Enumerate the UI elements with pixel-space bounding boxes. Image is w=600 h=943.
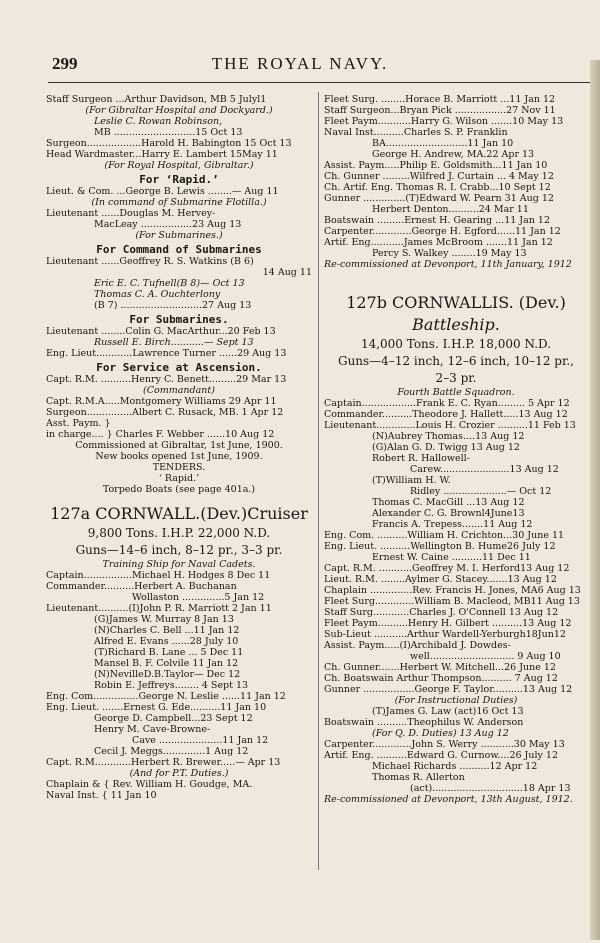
text-line: Fleet Paym..........Henry H. Gilbert ..........13 Aug 12	[324, 618, 572, 629]
text-line: Leslie C. Rowan Robinson,	[94, 116, 223, 127]
text-line: 14 Aug 11	[262, 267, 312, 278]
text-line: Ridley .....................— Oct 12	[410, 486, 552, 497]
text-line: (G)James W. Murray 8 Jan 13	[94, 614, 234, 625]
text-line: Russell E. Birch...........— Sept 13	[94, 337, 254, 348]
text-line: Thomas C. MacGill ...13 Aug 12	[372, 497, 525, 508]
text-line: Lieutenant ........Colin G. MacArthur...20 Feb 13	[46, 326, 276, 337]
text-line: ‘ Rapid.’	[158, 473, 200, 484]
text-line: Surgeon...............Albert C. Rusack, MB. 1 Apr 12	[46, 407, 284, 418]
text-line: (For Submarines.)	[135, 230, 223, 241]
text-line: Capt. R.M............Herbert R. Brewer.....— Apr 13	[46, 757, 281, 768]
header-rule	[48, 82, 592, 83]
text-line: Thomas R. Allerton	[372, 772, 465, 783]
section-heading: For Command of Submarines	[96, 244, 262, 255]
spacer	[46, 495, 312, 503]
text-line: 127b CORNWALLIS. (Dev.)	[346, 293, 566, 312]
text-line: 9,800 Tons. I.H.P. 22,000 N.D.	[87, 526, 271, 540]
text-line: (For Instructional Duties)	[394, 695, 518, 706]
page-title: THE ROYAL NAVY.	[211, 54, 389, 73]
text-line: Wollaston ..............5 Jan 12	[132, 592, 265, 603]
text-line: Eric E. C. Tufnell(B 8)— Oct 13	[94, 278, 245, 289]
text-line: Staff Surgeon...Bryan Pick .................27 Nov 11	[324, 105, 556, 116]
text-line: 14,000 Tons. I.H.P. 18,000 N.D.	[360, 337, 552, 351]
text-line: Eng. Lieut. .......Ernest G. Ede..........11 Jan 10	[46, 702, 267, 713]
text-line: Carpenter.............George H. Egford......11 Jan 12	[324, 226, 561, 237]
text-line: Robert R. Hallowell-	[372, 453, 470, 464]
text-line: Fourth Battle Squadron.	[397, 387, 515, 398]
section-heading: For Submarines.	[129, 314, 229, 325]
text-line: Surgeon..................Harold H. Babington 15 Oct 13	[46, 138, 292, 149]
text-line: Eng. Com...............George N. Leslie ......11 Jan 12	[46, 691, 286, 702]
text-line: Chaplain ..............Rev. Francis H. Jones, MA6 Aug 13	[324, 585, 581, 596]
text-line: (For Royal Hospital, Gibraltar.)	[104, 160, 254, 171]
text-line: Staff Surg............Charles J. O'Connell 13 Aug 12	[324, 607, 559, 618]
text-line: Artif. Eng. ..........Edward G. Curnow....26 July 12	[324, 750, 558, 761]
text-line: Capt. R.M. ..........Henry C. Benett.........29 Mar 13	[46, 374, 287, 385]
text-line: Cave .....................11 Jan 12	[132, 735, 269, 746]
text-line: Ch. Artif. Eng. Thomas R. I. Crabb...10 Sept 12	[324, 182, 551, 193]
text-line: Captain................Michael H. Hodges 8 Dec 11	[46, 570, 271, 581]
text-line: Henry M. Cave-Browne-	[94, 724, 211, 735]
text-line: MacLeay .................23 Aug 13	[94, 219, 242, 230]
text-line: Mansel B. F. Colvile 11 Jan 12	[94, 658, 239, 669]
text-line: (B 7) ...........................27 Aug 13	[94, 300, 252, 311]
text-line: Lieutenant ......Geoffrey R. S. Watkins (B 6)	[46, 256, 254, 267]
text-line: Gunner .................George F. Taylor..........13 Aug 12	[324, 684, 573, 695]
text-line: Thomas C. A. Ouchterlony	[94, 289, 221, 300]
text-line: (Commandant)	[143, 385, 215, 396]
text-line: Lieut. & Com. ...George B. Lewis ........— Aug 11	[46, 186, 279, 197]
text-line: Alfred E. Evans ......28 July 10	[94, 636, 239, 647]
text-line: (act)..............................18 Apr 13	[410, 783, 571, 794]
text-line: Guns—4–12 inch, 12–6 inch, 10–12 pr.,	[337, 354, 574, 368]
text-line: Naval Inst..........Charles S. P. Franklin	[324, 127, 508, 138]
text-line: Capt. R.M. ...........Geoffrey M. I. Herford13 Aug 12	[324, 563, 570, 574]
text-line: Lieutenant.............Louis H. Crozier ..........11 Feb 13	[324, 420, 576, 431]
text-line: Francis A. Trepess.......11 Aug 12	[372, 519, 533, 530]
text-line: Battleship.	[412, 315, 500, 334]
text-line: MB ...........................15 Oct 13	[94, 127, 243, 138]
text-line: Artif. Eng...........James McBroom .......11 Jan 12	[324, 237, 553, 248]
right-column	[324, 94, 588, 805]
text-line: well............................ 9 Aug 10	[410, 651, 561, 662]
text-line: Ernest W. Caine ..........11 Dec 11	[372, 552, 531, 563]
text-line: Lieutenant ......Douglas M. Hervey-	[46, 208, 216, 219]
text-line: George H. Andrew, MA.22 Apr 13	[372, 149, 535, 160]
text-line: Herbert Denton..........24 Mar 11	[372, 204, 529, 215]
text-line: Re-commissioned at Devonport, 13th August, 1912.	[324, 794, 573, 805]
page-header	[0, 54, 600, 78]
book-edge	[590, 60, 600, 940]
text-line: Boatswain ..........Theophilus W. Anderson	[324, 717, 524, 728]
text-line: Commander..........Herbert A. Buchanan	[46, 581, 237, 592]
text-line: George D. Campbell...23 Sept 12	[94, 713, 253, 724]
text-line: (T)Richard B. Lane ... 5 Dec 11	[94, 647, 244, 658]
text-line: BA...........................11 Jan 10	[372, 138, 514, 149]
text-line: 127a CORNWALL.(Dev.)Cruiser	[50, 504, 308, 523]
text-line: 2–3 pr.	[435, 371, 477, 385]
text-line: Chaplain & { Rev. William H. Goudge, MA.	[46, 779, 253, 790]
text-line: Carpenter.............John S. Werry ...........30 May 13	[324, 739, 565, 750]
text-line: Guns—14–6 inch, 8–12 pr., 3–3 pr.	[75, 543, 283, 557]
text-line: Naval Inst. { 11 Jan 10	[46, 790, 157, 801]
left-column	[46, 94, 312, 801]
text-line: (G)Alan G. D. Twigg 13 Aug 12	[372, 442, 520, 453]
text-line: Torpedo Boats (see page 401a.)	[102, 484, 256, 495]
text-line: Training Ship for Naval Cadets.	[102, 559, 256, 570]
text-line: Ch. Gunner.......Herbert W. Mitchell...26 June 12	[324, 662, 556, 673]
text-line: Gunner ..............(T)Edward W. Pearn 31 Aug 12	[324, 193, 554, 204]
text-line: Sub-Lieut ...........Arthur Wardell-Yerburgh18Jun12	[324, 629, 566, 640]
text-line: Percy S. Walkey ........19 May 13	[372, 248, 527, 259]
text-line: (And for P.T. Duties.)	[129, 768, 229, 779]
text-line: Boatswain .........Ernest H. Gearing ...11 Jan 12	[324, 215, 551, 226]
column-divider	[318, 92, 319, 870]
text-line: Captain..................Frank E. C. Ryan......... 5 Apr 12	[324, 398, 570, 409]
text-line: Fleet Surg.............William B. Macleod, MB11 Aug 13	[324, 596, 580, 607]
text-line: Ch. Gunner .........Wilfred J. Curtain ... 4 May 12	[324, 171, 554, 182]
text-line: Eng. Com. ..........William H. Crichton...30 June 11	[324, 530, 565, 541]
spacer	[324, 270, 588, 292]
text-line: (T)James G. Law (act)16 Oct 13	[372, 706, 524, 717]
text-line: Lieutenant..........(I)John P. R. Marriott 2 Jan 11	[46, 603, 272, 614]
text-line: Assist. Paym.....Philip E. Goldsmith...11 Jan 10	[324, 160, 548, 171]
text-line: (N)Aubrey Thomas....13 Aug 12	[372, 431, 525, 442]
text-line: (N)Charles C. Bell ...11 Jan 12	[94, 625, 240, 636]
text-line: Staff Surgeon ...Arthur Davidson, MB 5 Julyl1	[46, 94, 267, 105]
text-line: Asst. Paym. }	[46, 418, 111, 429]
page-number: 299	[52, 54, 78, 73]
text-line: Fleet Surg. ........Horace B. Marriott ...11 Jan 12	[324, 94, 556, 105]
text-line: Re-commissioned at Devonport, 11th January, 1912	[324, 259, 572, 270]
text-line: Cecil J. Meggs..............1 Aug 12	[94, 746, 249, 757]
text-line: Carew.......................13 Aug 12	[410, 464, 559, 475]
text-line: New books opened 1st June, 1909.	[95, 451, 263, 462]
text-line: (N)NevilleD.B.Taylor— Dec 12	[94, 669, 241, 680]
text-line: Robin E. Jeffreys........ 4 Sept 13	[94, 680, 249, 691]
text-line: Alexander C. G. Brownl4June13	[372, 508, 525, 519]
text-line: Eng. Lieut............Lawrence Turner ......29 Aug 13	[46, 348, 287, 359]
text-line: (T)William H. W.	[372, 475, 451, 486]
text-line: in charge.... } Charles F. Webber ......10 Aug 12	[46, 429, 275, 440]
text-line: Lieut. R.M. ........Aylmer G. Stacey.......13 Aug 12	[324, 574, 557, 585]
text-line: Capt. R.M.A.....Montgomery Williams 29 Apr 11	[46, 396, 277, 407]
text-line: (For Gibraltar Hospital and Dockyard.)	[85, 105, 273, 116]
text-line: Ch. Boatswain Arthur Thompson.......... 7 Aug 12	[324, 673, 558, 684]
text-line: (For Q. D. Duties) 13 Aug 12	[372, 728, 509, 739]
text-line: TENDERS.	[152, 462, 206, 473]
text-line: Eng. Lieut. ..........Wellington B. Hume26 July 12	[324, 541, 556, 552]
section-heading: For Service at Ascension.	[96, 362, 262, 373]
text-line: Fleet Paym...........Harry G. Wilson .......10 May 13	[324, 116, 564, 127]
text-line: Commissioned at Gibraltar, 1st June, 1900.	[75, 440, 283, 451]
text-line: (In command of Submarine Flotilla.)	[91, 197, 267, 208]
text-line: Commander..........Theodore J. Hallett.....13 Aug 12	[324, 409, 568, 420]
text-line: Michael Richards ..........12 Apr 12	[372, 761, 538, 772]
text-line: Head Wardmaster...Harry E. Lambert 15May 11	[46, 149, 278, 160]
text-line: Assist. Paym.....(I)Archibald J. Dowdes-	[324, 640, 511, 651]
section-heading: For ‘Rapid.’	[139, 174, 219, 185]
